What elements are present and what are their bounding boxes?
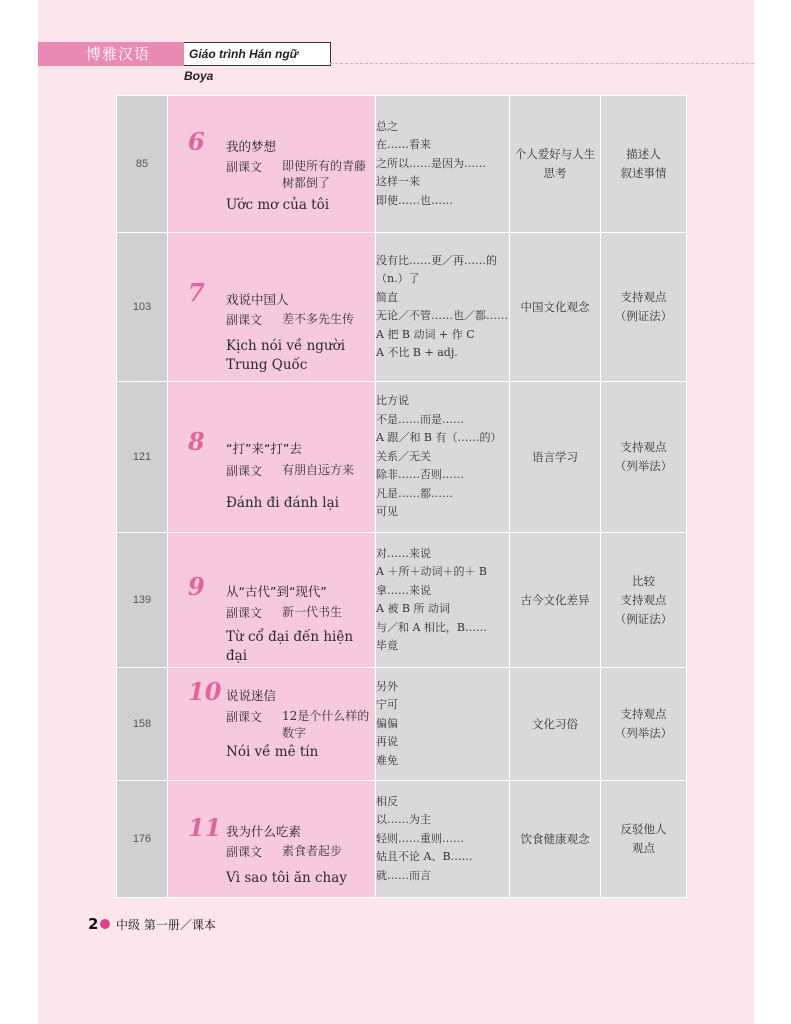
writing-item: 叙述事情 [620,166,667,180]
lesson-title: 我为什么吃素 [226,824,302,839]
table-row [117,668,687,781]
lesson-title-vi: Vì sao tôi ăn chay [226,870,347,886]
page-number: 2 [88,915,99,933]
grammar-item: 比方说 [376,394,409,408]
writing-item: 比较 [632,573,655,588]
page-dot-icon [100,919,110,929]
grammar-item: 不是……而是…… [376,412,464,426]
grammar-item: A 把 B 动词 + 作 C [376,327,475,341]
lesson-block [168,96,375,232]
writing-item: （列举法） [614,459,673,473]
writing-item: 描述人 [626,147,661,161]
grammar-item: 另外 [376,679,398,693]
page-ref: 103 [117,233,168,382]
grammar-item: A 被 B 所 动词 [376,602,451,615]
grammar-item: 可见 [376,505,398,519]
grammar-item: A ＋所＋动词＋的＋ B [376,565,488,578]
grammar-item: A 不比 B + adj. [376,346,458,359]
supplementary-title: 12是个什么样的数字 [282,709,370,740]
grammar-points [376,233,510,382]
supplementary-label: 副课文 [226,160,263,174]
writing-item: 支持观点 [620,440,667,454]
page-ref: 121 [117,382,168,533]
writing-item: 反驳他人 [620,822,667,836]
page-ref: 85 [117,96,168,233]
lesson-number: 10 [188,677,222,706]
supplementary-title: 有朋自远方来 [282,463,355,477]
lesson-cell [168,96,376,233]
topic: 中国文化观念 [510,233,601,382]
grammar-item: 轻则……重则…… [376,831,464,845]
lesson-block [168,233,375,381]
supplementary-text [226,311,374,328]
grammar-item: 宁可 [376,698,398,712]
grammar-item: 毕竟 [376,639,398,652]
grammar-points [376,668,510,781]
lesson-cell [168,533,376,668]
header-brand-vi: Giáo trình Hán ngữ Boya [184,42,331,66]
grammar-item: A 跟／和 B 有（……的）关系／无关 [376,431,502,463]
lesson-block [168,533,375,667]
grammar-item: 总之 [376,119,398,133]
table-row [117,781,687,898]
writing-item: （列举法） [614,726,673,740]
grammar-item: 无论／不管……也／都…… [376,309,508,322]
writing-skill [601,668,687,781]
grammar-points [376,96,510,233]
lesson-title-vi: Ước mơ của tôi [226,197,330,213]
writing-skill [601,533,687,668]
grammar-item: 难免 [376,753,398,767]
lesson-block [168,781,375,897]
lesson-number: 6 [188,127,205,156]
supplementary-text [226,708,374,742]
lesson-cell [168,233,376,382]
lesson-number: 8 [188,427,205,456]
writing-skill [601,96,687,233]
lesson-title: 戏说中国人 [226,292,289,307]
grammar-item: 除非……否则…… [376,468,464,482]
header-divider [330,63,754,64]
supplementary-title: 即使所有的青藤树都倒了 [282,159,367,190]
supplementary-text [226,158,374,192]
lesson-title: 从“古代”到“现代” [226,584,327,599]
topic: 饮食健康观念 [510,781,601,898]
header-brand-cn: 博雅汉语 [38,42,184,66]
topic: 文化习俗 [510,668,601,781]
writing-item: 观点 [632,841,655,855]
table-row [117,96,687,233]
lesson-title-vi: Từ cổ đại đến hiện đại [226,629,354,664]
grammar-item: 相反 [376,794,398,808]
contents-table [116,95,687,898]
supplementary-title: 新一代书生 [282,605,343,619]
footer-book-title: 中级 第一册／课本 [116,918,216,932]
writing-skill [601,781,687,898]
grammar-item: 凡是……都…… [376,486,453,500]
topic: 语言学习 [510,382,601,533]
supplementary-label: 副课文 [226,313,263,327]
lesson-number: 9 [188,572,205,601]
grammar-item: 就……而言 [376,868,431,882]
writing-item: 支持观点 [620,707,667,721]
lesson-block [168,382,375,532]
grammar-item: 拿……来说 [376,583,431,597]
table-row [117,382,687,533]
writing-item: （例证法） [614,611,673,626]
lesson-title-vi: Kịch nói về người Trung Quốc [226,338,346,373]
writing-item: 支持观点 [620,290,667,304]
grammar-item: 偏偏 [376,716,398,730]
grammar-item: 在……看来 [376,138,431,152]
page-ref: 139 [117,533,168,668]
lesson-number: 7 [188,278,205,307]
grammar-item: 简直 [376,290,398,304]
supplementary-label: 副课文 [226,606,263,620]
lesson-cell [168,668,376,781]
supplementary-title: 素食者起步 [282,844,343,858]
grammar-item: 之所以……是因为…… [376,156,486,170]
lesson-title: 说说迷信 [226,688,277,703]
grammar-item: 即使……也…… [376,193,453,207]
supplementary-label: 副课文 [226,464,263,478]
writing-item: （例证法） [614,309,673,323]
table-row [117,233,687,382]
lesson-cell [168,382,376,533]
supplementary-text [226,604,374,621]
grammar-item: 姑且不论 A、B…… [376,850,473,864]
lesson-title-vi: Đánh đi đánh lại [226,495,339,511]
supplementary-title: 差不多先生传 [282,312,355,326]
grammar-item: 没有比……更／再……的（n.）了 [376,253,497,285]
supplementary-text [226,843,374,860]
grammar-item: 这样一来 [376,175,420,189]
page-ref: 158 [117,668,168,781]
topic: 个人爱好与人生思考 [510,96,601,233]
supplementary-label: 副课文 [226,845,263,859]
grammar-item: 对……来说 [376,546,431,560]
lesson-number: 11 [188,813,222,842]
lesson-title: “打”来“打”去 [226,441,302,456]
page-ref: 176 [117,781,168,898]
writing-item: 支持观点 [620,592,667,607]
lesson-block [168,668,375,780]
lesson-title-vi: Nói về mê tín [226,744,319,760]
supplementary-text [226,462,374,479]
grammar-item: 再说 [376,735,398,749]
topic: 古今文化差异 [510,533,601,668]
supplementary-label: 副课文 [226,710,263,724]
writing-skill [601,382,687,533]
grammar-points [376,382,510,533]
lesson-title: 我的梦想 [226,139,277,154]
grammar-item: 与／和 A 相比，B…… [376,620,488,634]
grammar-points [376,781,510,898]
lesson-cell [168,781,376,898]
writing-skill [601,233,687,382]
grammar-item: 以……为主 [376,813,431,827]
table-row [117,533,687,668]
grammar-points [376,533,510,668]
